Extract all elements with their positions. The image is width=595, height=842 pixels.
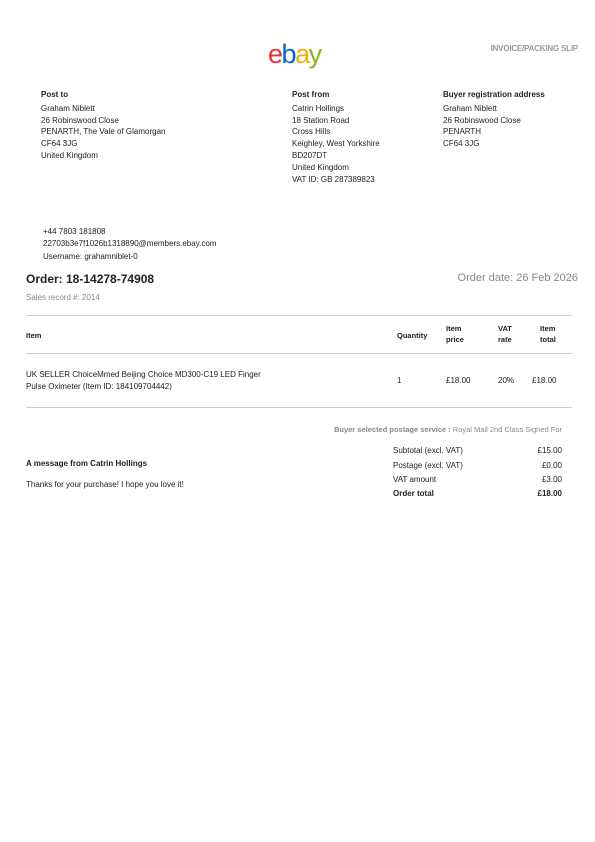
post-to-address-line: Graham Niblett <box>41 103 95 113</box>
order-number: Order: 18-14278-74908 <box>26 272 155 286</box>
row-item-total: £18.00 <box>532 376 557 385</box>
vat-amount-row <box>393 475 562 484</box>
post-to-address-line: CF64 3JG <box>41 139 78 149</box>
logo-letter-e: e <box>268 39 282 69</box>
order-total-label: Order total <box>393 489 434 498</box>
post-to-block <box>41 89 166 162</box>
seller-message-body: Thanks for your purchase! I hope you love it! <box>26 480 184 489</box>
sales-record: Sales record #: 2014 <box>26 293 100 302</box>
buyer-contact-block <box>43 226 216 263</box>
order-date: Order date: 26 Feb 2026 <box>457 272 578 284</box>
table-header-divider <box>26 353 572 354</box>
vat-amount-value: £3.00 <box>541 475 562 484</box>
post-to-address-line: United Kingdom <box>41 150 98 160</box>
postage-label: Postage (excl. VAT) <box>393 461 463 470</box>
logo-letter-y: y <box>308 39 321 69</box>
column-header-item: Item <box>26 331 42 340</box>
row-item-description: UK SELLER ChoiceMmed Beijing Choice MD300-C19 LED Finger Pulse Oximeter (Item ID: 184109704442) <box>26 370 261 391</box>
post-from-address-line: 18 Station Road <box>292 115 350 125</box>
order-total-value: £18.00 <box>537 489 562 498</box>
post-from-address-line: Catrin Hollings <box>292 103 345 113</box>
subtotal-label: Subtotal (excl. VAT) <box>393 446 463 455</box>
buyer-registration-block <box>443 89 545 150</box>
post-to-address-line: PENARTH, The Vale of Glamorgan <box>41 127 166 137</box>
order-total-row <box>393 489 562 498</box>
post-from-heading: Post from <box>292 90 330 99</box>
document-type-label: INVOICE/PACKING SLIP <box>490 44 578 53</box>
row-vat-rate: 20% <box>498 376 515 385</box>
column-header-vat-rate: VAT rate <box>498 324 512 344</box>
vat-amount-label: VAT amount <box>393 475 437 484</box>
post-from-address-line: VAT ID: GB 287389823 <box>292 174 375 184</box>
buyer-phone: +44 7803 181808 <box>43 227 106 236</box>
table-bottom-divider <box>26 407 572 408</box>
post-from-block <box>292 89 380 185</box>
buyer-registration-address-line: PENARTH <box>443 127 482 137</box>
postage-value: £0.00 <box>541 461 562 470</box>
post-from-address-line: Keighley, West Yorkshire <box>292 139 380 149</box>
logo-letter-a: a <box>295 39 309 69</box>
post-to-heading: Post to <box>41 90 69 99</box>
ebay-logo <box>268 41 321 68</box>
table-top-divider <box>26 315 572 316</box>
post-to-address-line: 26 Robinswood Close <box>41 115 119 125</box>
postage-service-label: Buyer selected postage service : <box>333 425 451 434</box>
post-from-address-line: Cross Hills <box>292 127 331 137</box>
logo-letter-b: b <box>281 39 296 69</box>
buyer-email: 22703b3e7f1026b1318890@members.ebay.com <box>43 239 217 249</box>
buyer-registration-heading: Buyer registration address <box>443 90 545 99</box>
postage-row <box>393 461 562 470</box>
buyer-username: Username: grahamniblet-0 <box>43 251 138 261</box>
subtotal-row <box>393 446 562 455</box>
buyer-registration-address-line: CF64 3JG <box>443 139 480 149</box>
seller-message-heading: A message from Catrin Hollings <box>26 459 148 468</box>
column-header-quantity: Quantity <box>397 331 428 340</box>
postage-service-value: Royal Mail 2nd Class Signed For <box>452 425 562 434</box>
postage-service <box>334 425 562 434</box>
column-header-item-price: Item price <box>446 324 464 344</box>
post-from-address-line: BD207DT <box>292 150 328 160</box>
buyer-registration-address-line: 26 Robinswood Close <box>443 115 521 125</box>
post-from-address-line: United Kingdom <box>292 162 349 172</box>
subtotal-value: £15.00 <box>537 446 562 455</box>
buyer-registration-address-line: Graham Niblett <box>443 103 497 113</box>
row-item-price: £18.00 <box>446 376 471 385</box>
column-header-item-total: Item total <box>540 324 556 344</box>
row-quantity: 1 <box>397 376 402 385</box>
